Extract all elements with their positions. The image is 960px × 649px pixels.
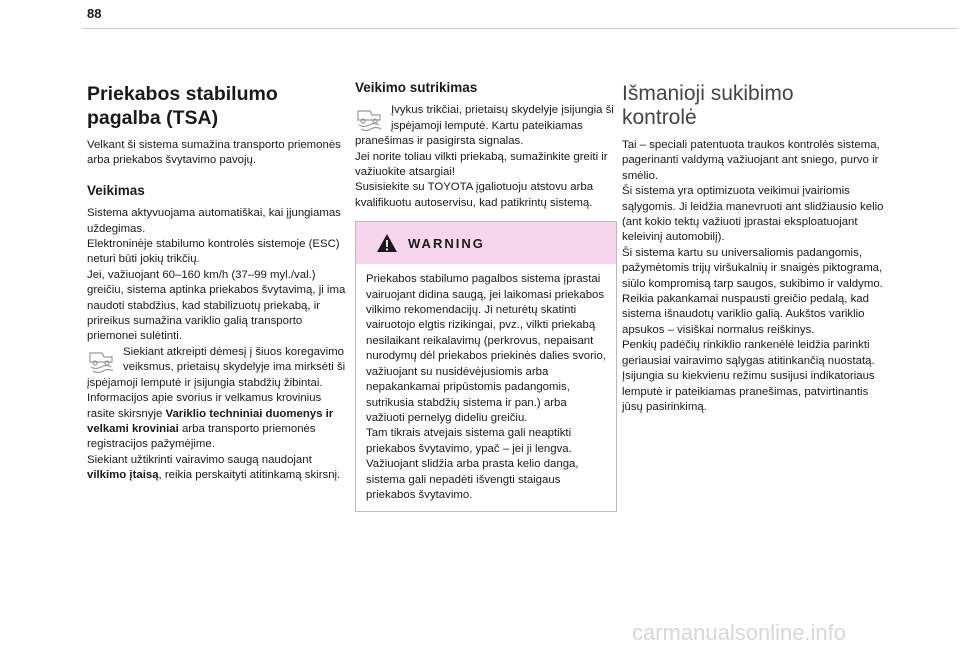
column-grip-control — [622, 80, 884, 415]
malfunction-p2: Jei norite toliau vilkti priekabą, sumažinkite greiti ir važiuokite atsargiai! — [355, 150, 608, 179]
column-tsa — [87, 80, 349, 484]
operation-p4 — [87, 345, 349, 391]
warning-body — [356, 264, 616, 511]
grip-p1: Tai – speciali patentuota traukos kontrolės sistema, pagerinanti valdymą važiuojant ant sniego, purvo ir smėlio. — [622, 139, 880, 182]
page-number: 88 — [87, 6, 102, 21]
warning-box — [355, 221, 617, 512]
malfunction-p1-text: Įvykus trikčiai, prietaisų skydelyje įsijungia ši įspėjamoji lemputė. Kartu pateikiamas pranešimas ir pasigirsta signalas. — [355, 104, 614, 148]
grip-title-line1: Išmanioji sukibimo — [622, 82, 794, 105]
tsa-intro: Velkant ši sistema sumažina transporto priemonės arba priekabos švytavimo pavojų. — [87, 139, 341, 167]
trailer-sway-warning-icon — [87, 347, 117, 373]
footer-watermark: carmanualsonline.info — [632, 620, 847, 645]
malfunction-p1 — [355, 103, 617, 149]
grip-p5: Penkių padėčių rinkiklio rankenėlė leidžia parinkti geriausiai vairavimo sąlygas atitinkančią nuostatą. — [622, 339, 875, 367]
warning-p2: Tam tikrais atvejais sistema gali neaptikti priekabos švytavimo, ypač – jei ji lengva. Važiuojant slidžia arba prasta kelio danga, sistema gali nepadėti išvengti staigaus priekabos švytavimo. — [366, 427, 579, 501]
grip-control-title — [622, 82, 884, 130]
operation-p6-c: , reikia perskaityti atitinkamą skirsnį. — [158, 469, 341, 482]
operation-p4-text: Siekiant atkreipti dėmesį į šiuos koregavimo veiksmus, prietaisų skydelyje ima mirksėti ši įspėjamoji lemputė ir įsijungia stabdžių žibintai. — [87, 345, 346, 389]
tsa-title-line1: Priekabos stabilumo — [87, 83, 278, 105]
malfunction-p3: Susisiekite su TOYOTA įgaliotuoju atstovu arba kvalifikuotu autoservisu, kad patikrintų sistemą. — [355, 181, 594, 209]
tsa-title — [87, 82, 349, 130]
grip-p6: Įsijungia su kiekvienu režimu susijusi indikatoriaus lemputė ir pateikiamas pranešimas, patvirtinantis jūsų pasirinkimą. — [622, 370, 875, 413]
grip-p4: Reikia pakankamai nuspausti greičio pedalą, kad sistema išnaudotų variklio galią. Aukštos variklio apsukos – visiškai normalus reiškinys. — [622, 293, 869, 336]
operation-heading: Veikimas — [87, 182, 145, 198]
operation-p2: Elektroninėje stabilumo kontrolės sistemoje (ESC) neturi būti jokių trikčių. — [87, 238, 340, 266]
grip-title-line2: kontrolė — [622, 106, 697, 129]
operation-p1: Sistema aktyvuojama automatiškai, kai įjungiamas uždegimas. — [87, 207, 341, 235]
operation-p6-a: Siekiant užtikrinti vairavimo saugą naudojant — [87, 453, 312, 466]
warning-header — [356, 222, 616, 264]
grip-p3: Ši sistema kartu su universaliomis padangomis, pažymėtomis trijų viršukalnių ir snaigės piktograma, siūlo kompromisą tarp saugos, sukibimo ir valdymo. — [622, 246, 883, 290]
operation-p5 — [87, 391, 349, 453]
column-malfunction — [355, 80, 617, 512]
trailer-sway-warning-icon — [355, 105, 385, 131]
operation-p3: Jei, važiuojant 60–160 km/h (37–99 myl./val.) greičiu, sistema aptinka priekabos švytavimą, ji ima naudoti stabdžius, kad stabilizuotų priekabą, ir prireikus sumažina variklio galią transporto priemonei sulėtinti. — [87, 268, 346, 343]
warning-p1: Priekabos stabilumo pagalbos sistema įprastai vairuojant didina saugą, jei laikomasi priekabos vilkimo rekomendacijų. Ji neturėtų skatinti vairuotojo elgtis rizikingai, pvz., vilkti priekabą nesilaikant reikalavimų (perkrovus, nepaisant nurodymų dėl priekabos priekinės dalies svorio, važiuojant su nusidėvėjusiomis arba nepakankamai pripūstomis padangomis, sutrikusia stabdžių sistema ir pan.) arba važiuoti pernelyg dideliu greičiu. — [366, 273, 606, 424]
grip-p2: Ši sistema yra optimizuota veikimui įvairiomis sąlygomis. Ji leidžia manevruoti ant slidžiausio kelio (ant kokio tektų važiuoti įprastai eksploatuojant keleivinį automobilį). — [622, 185, 884, 244]
operation-p6-bold: vilkimo įtaisą — [87, 469, 159, 482]
malfunction-heading: Veikimo sutrikimas — [355, 80, 478, 95]
operation-p6 — [87, 453, 349, 484]
tsa-title-line2: pagalba (TSA) — [87, 107, 219, 129]
operation-p5-bold: Variklio techniniai duomenys ir velkami kroviniai — [87, 407, 334, 435]
warning-triangle-icon — [376, 233, 398, 253]
operation-p5-a: Informacijos apie svorius ir velkamus krovinius rasite skirsnyje — [87, 392, 322, 420]
warning-title: WARNING — [408, 235, 485, 251]
operation-p5-c: arba transporto priemonės registracijos pažymėjime. — [87, 422, 316, 451]
top-divider — [82, 28, 958, 29]
